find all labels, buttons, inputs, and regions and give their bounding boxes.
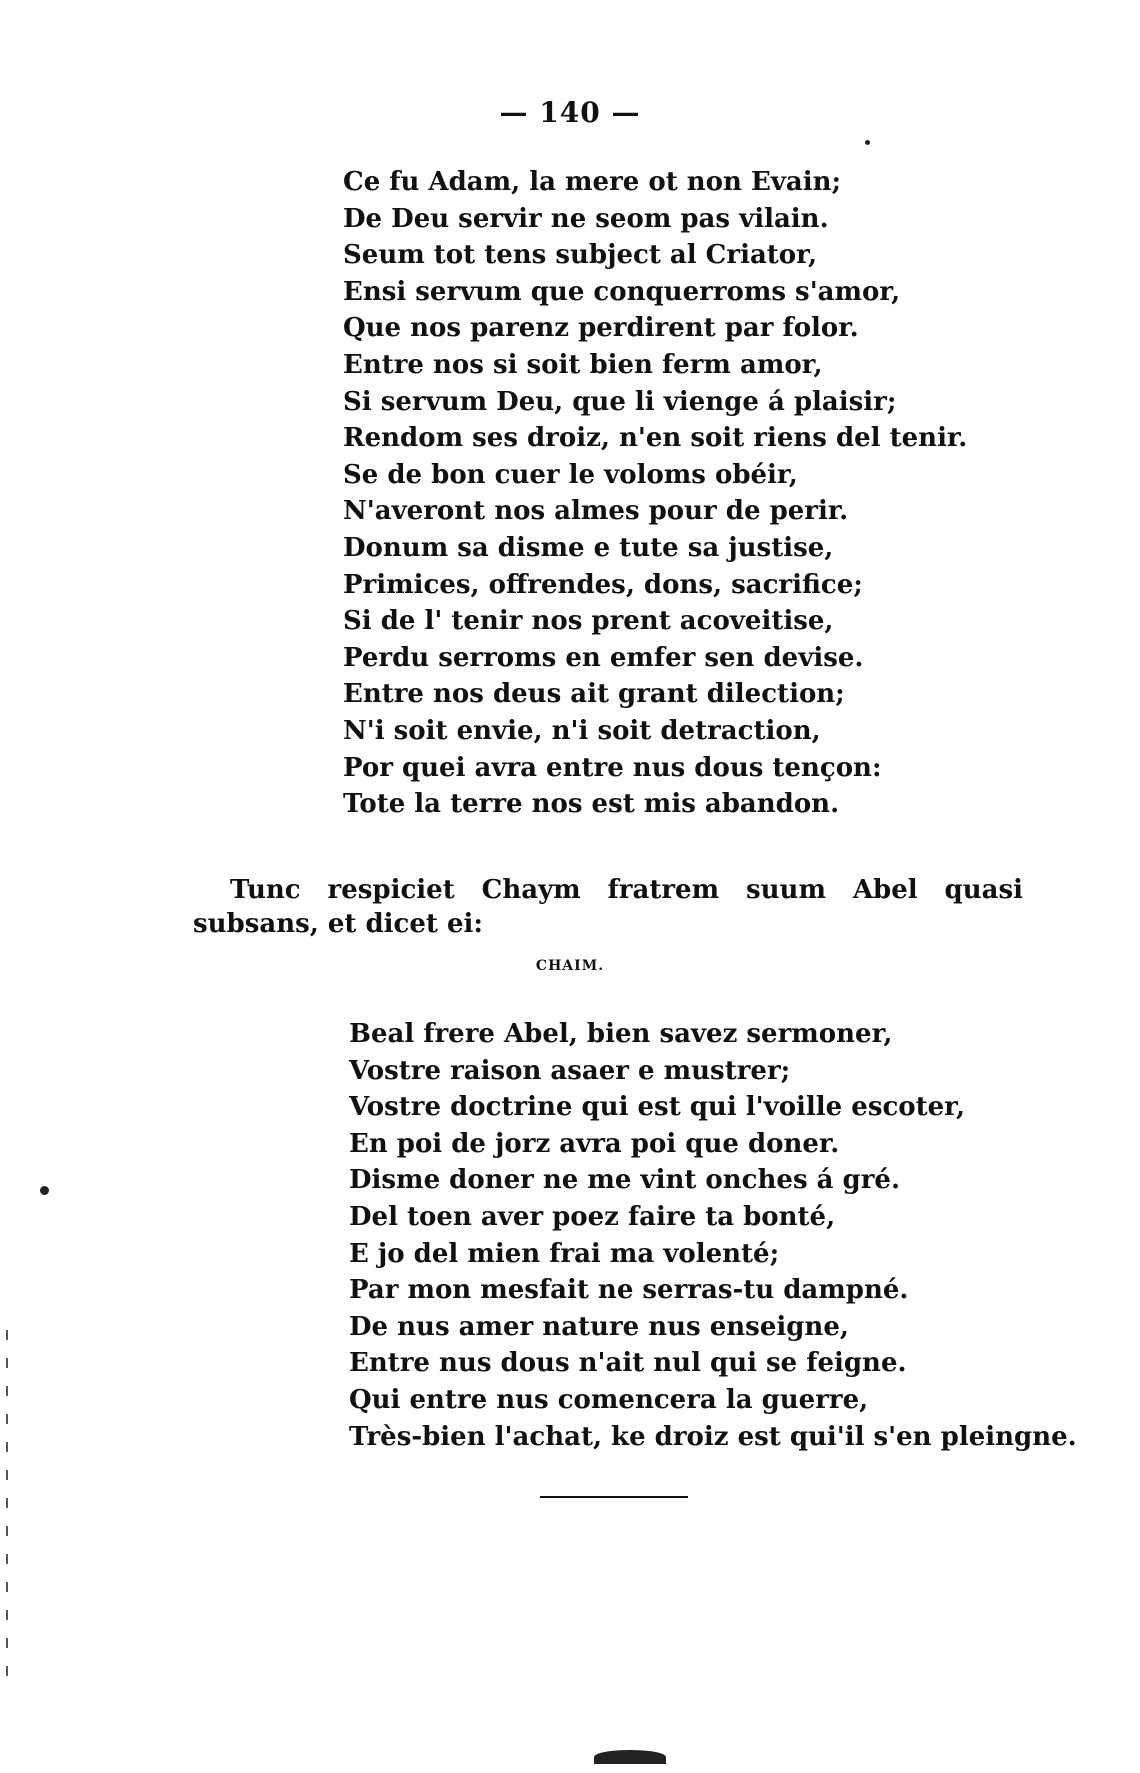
verse-stanza-1 — [343, 164, 967, 823]
verse-line: Perdu serroms en emfer sen devise. — [343, 642, 864, 673]
verse-line: Très-bien l'achat, ke droiz est qui'il s'en pleingne. — [349, 1421, 1077, 1452]
verse-line: Entre nos si soit bien ferm amor, — [343, 349, 823, 380]
verse-line: Vostre doctrine qui est qui l'voille escoter, — [349, 1092, 966, 1123]
verse-line: Vostre raison asaer e mustrer; — [349, 1055, 791, 1086]
ink-blot-mark — [594, 1750, 666, 1764]
verse-line: Se de bon cuer le voloms obéir, — [343, 459, 798, 490]
verse-line: Ensi servum que conquerroms s'amor, — [343, 276, 901, 307]
verse-stanza-2 — [349, 1016, 1077, 1455]
verse-line: Si de l' tenir nos prent acoveitise, — [343, 606, 834, 637]
verse-line: Donum sa disme e tute sa justise, — [343, 532, 834, 563]
verse-line: Rendom ses droiz, n'en soit riens del tenir. — [343, 423, 968, 454]
ink-speck-mark — [40, 1186, 49, 1195]
verse-line: Qui entre nus comencera la guerre, — [349, 1384, 869, 1415]
verse-line: Primices, offrendes, dons, sacrifice; — [343, 569, 863, 600]
stage-direction: Tunc respiciet Chaym fratrem suum Abel quasi subsans, et dicet ei: — [193, 875, 1023, 939]
verse-line: Por quei avra entre nus dous tençon: — [343, 752, 882, 783]
verse-line: Par mon mesfait ne serras-tu dampné. — [349, 1275, 909, 1306]
verse-line: Beal frere Abel, bien savez sermoner, — [349, 1019, 893, 1049]
verse-line: Disme doner ne me vint onches á gré. — [349, 1165, 901, 1196]
verse-line: Si servum Deu, que li vienge á plaisir; — [343, 386, 897, 417]
speaker-heading: CHAIM. — [535, 958, 605, 974]
section-end-rule — [540, 1496, 688, 1498]
page-number: — 140 — — [499, 96, 641, 129]
margin-scan-line — [6, 1330, 8, 1680]
verse-line: N'i soit envie, n'i soit detraction, — [343, 715, 821, 746]
verse-line: E jo del mien frai ma volenté; — [349, 1238, 780, 1269]
verse-line: Del toen aver poez faire ta bonté, — [349, 1201, 836, 1232]
verse-line: De Deu servir ne seom pas vilain. — [343, 203, 829, 234]
verse-line: Seum tot tens subject al Criator, — [343, 240, 818, 271]
verse-line: Entre nos deus ait grant dilection; — [343, 679, 845, 710]
verse-line: En poi de jorz avra poi que doner. — [349, 1128, 840, 1159]
verse-line: Que nos parenz perdirent par folor. — [343, 313, 859, 344]
ink-speck-mark — [865, 140, 870, 145]
verse-line: De nus amer nature nus enseigne, — [349, 1311, 849, 1342]
verse-line: Ce fu Adam, la mere ot non Evain; — [343, 167, 842, 197]
verse-line: N'averont nos almes pour de perir. — [343, 496, 849, 527]
verse-line: Entre nus dous n'ait nul qui se feigne. — [349, 1348, 907, 1379]
verse-line: Tote la terre nos est mis abandon. — [343, 789, 840, 820]
